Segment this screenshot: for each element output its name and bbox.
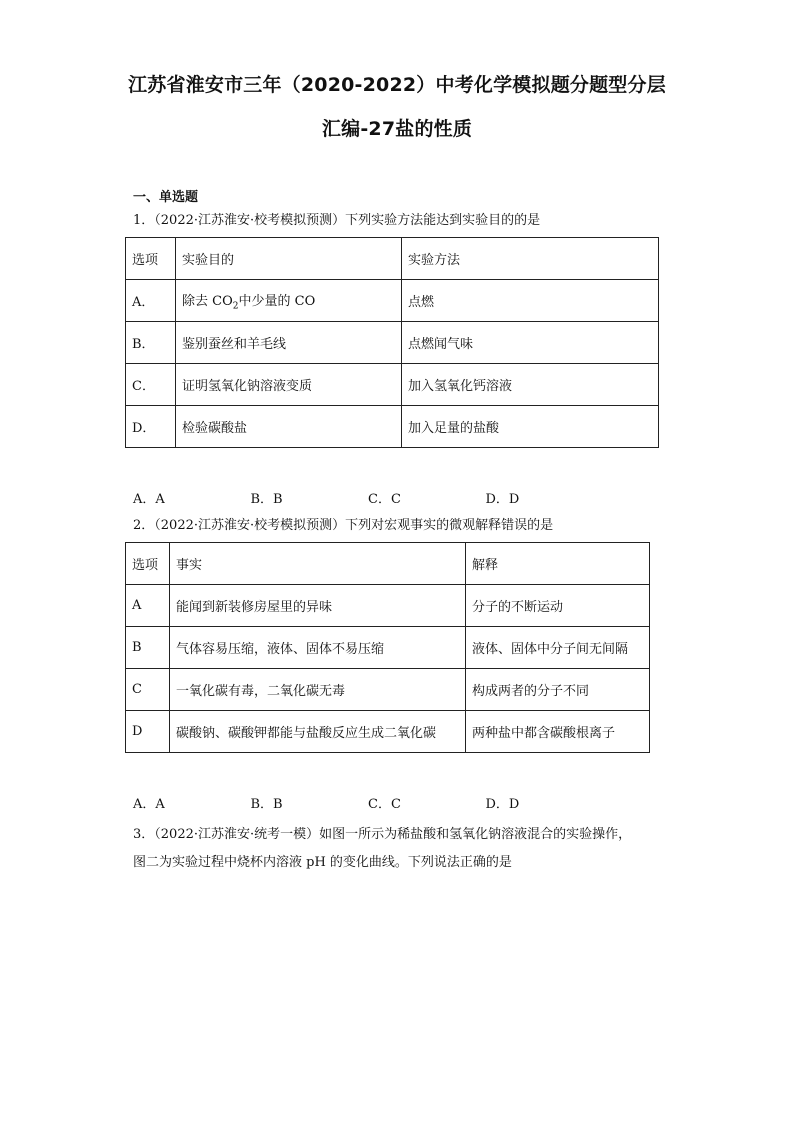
answer-option-b[interactable]: B．B <box>250 797 283 812</box>
question-2-stem <box>133 512 663 540</box>
question-number: 2． <box>133 518 155 533</box>
option-cell: C． <box>126 364 176 406</box>
table-row <box>126 280 659 322</box>
table-header-row <box>126 543 650 585</box>
table-row <box>126 711 650 753</box>
table-header-cell: 实验目的 <box>176 238 402 280</box>
method-cell: 点燃 <box>402 280 659 322</box>
explanation-cell: 分子的不断运动 <box>466 585 650 627</box>
method-cell: 加入氢氧化钙溶液 <box>402 364 659 406</box>
method-cell: 点燃闻气味 <box>402 322 659 364</box>
question-number: 3． <box>133 827 155 842</box>
question-text: （2022·江苏淮安·统考一模）如图一所示为稀盐酸和氢氧化钠溶液混合的实验操作， <box>154 827 632 842</box>
table-header-cell: 选项 <box>126 543 170 585</box>
answer-option-b[interactable]: B．B <box>250 492 283 507</box>
goal-cell: 证明氢氧化钠溶液变质 <box>176 364 402 406</box>
question-text: （2022·江苏淮安·校考模拟预测）下列实验方法能达到实验目的的是 <box>154 213 541 228</box>
goal-text: 除去 CO <box>182 293 233 309</box>
subscript: 2 <box>232 301 239 312</box>
table-row <box>126 406 659 448</box>
answer-option-a[interactable]: A．A <box>133 492 165 507</box>
answer-option-d[interactable]: D．D <box>485 492 520 507</box>
fact-cell: 碳酸钠、碳酸钾都能与盐酸反应生成二氧化碳 <box>170 711 466 753</box>
table-header-cell: 选项 <box>126 238 176 280</box>
answer-option-d[interactable]: D．D <box>485 797 520 812</box>
table-header-cell: 解释 <box>466 543 650 585</box>
table-row <box>126 322 659 364</box>
option-cell: B． <box>126 322 176 364</box>
table-row <box>126 669 650 711</box>
method-cell: 加入足量的盐酸 <box>402 406 659 448</box>
answer-option-c[interactable]: C．C <box>368 492 401 507</box>
question-3-stem <box>133 821 673 877</box>
option-cell: A <box>126 585 170 627</box>
table-row <box>126 364 659 406</box>
table-header-row <box>126 238 659 280</box>
option-cell: B <box>126 627 170 669</box>
goal-cell: 鉴别蚕丝和羊毛线 <box>176 322 402 364</box>
table-header-cell: 实验方法 <box>402 238 659 280</box>
explanation-cell: 构成两者的分子不同 <box>466 669 650 711</box>
explanation-cell: 两种盐中都含碳酸根离子 <box>466 711 650 753</box>
question-3-line-1 <box>133 821 673 849</box>
answer-option-c[interactable]: C．C <box>368 797 401 812</box>
table-row <box>126 627 650 669</box>
option-cell: D <box>126 711 170 753</box>
option-cell: A． <box>126 280 176 322</box>
question-1-stem <box>133 207 663 235</box>
goal-cell <box>176 280 402 322</box>
answer-option-a[interactable]: A．A <box>133 797 165 812</box>
goal-cell: 检验碳酸盐 <box>176 406 402 448</box>
question-2-options <box>133 793 603 812</box>
question-1-table <box>125 237 659 448</box>
fact-cell: 气体容易压缩，液体、固体不易压缩 <box>170 627 466 669</box>
explanation-cell: 液体、固体中分子间无间隔 <box>466 627 650 669</box>
goal-text: 中少量的 CO <box>238 293 316 309</box>
document-title-line-1: 江苏省淮安市三年（2020-2022）中考化学模拟题分题型分层 <box>128 74 666 96</box>
question-text: （2022·江苏淮安·校考模拟预测）下列对宏观事实的微观解释错误的是 <box>154 518 554 533</box>
option-cell: D． <box>126 406 176 448</box>
table-row <box>126 585 650 627</box>
document-title-line-2: 汇编-27盐的性质 <box>321 118 473 140</box>
fact-cell: 能闻到新装修房屋里的异味 <box>170 585 466 627</box>
question-number: 1． <box>133 213 155 228</box>
table-header-cell: 事实 <box>170 543 466 585</box>
fact-cell: 一氧化碳有毒，二氧化碳无毒 <box>170 669 466 711</box>
question-1-options <box>133 488 603 507</box>
option-cell: C <box>126 669 170 711</box>
question-2-table <box>125 542 650 753</box>
question-3-line-2: 图二为实验过程中烧杯内溶液 pH 的变化曲线。下列说法正确的是 <box>133 855 512 870</box>
section-heading: 一、单选题 <box>133 190 199 205</box>
